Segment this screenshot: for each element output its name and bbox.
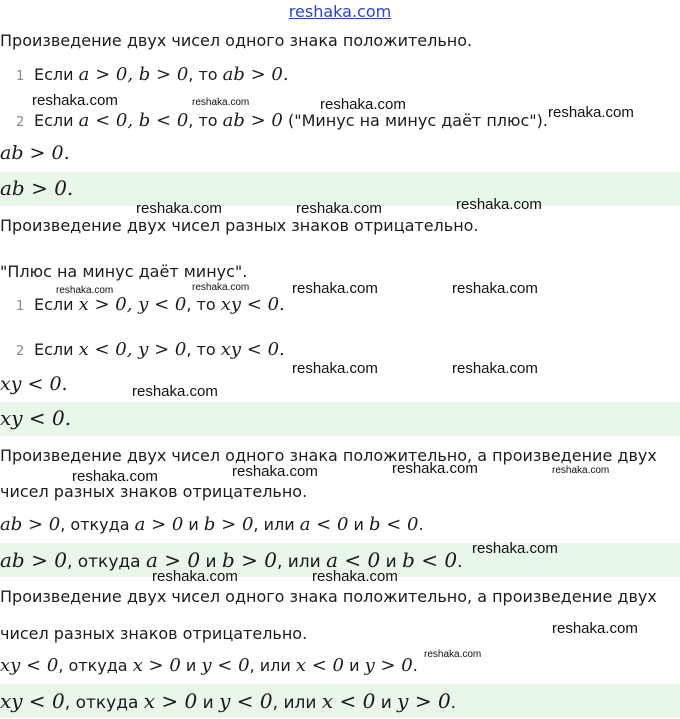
watermark: reshaka.com <box>136 200 222 217</box>
item-number: 2 <box>16 115 25 130</box>
expr: b > 0 <box>221 548 277 572</box>
item-prefix: Если <box>34 111 79 130</box>
expr: xy < 0 <box>0 689 65 713</box>
block2-item1 <box>16 294 285 315</box>
watermark: reshaka.com <box>548 104 634 121</box>
watermark: reshaka.com <box>392 460 478 477</box>
word: и <box>183 515 204 534</box>
watermark: reshaka.com <box>292 360 378 377</box>
watermark: reshaka.com <box>452 280 538 297</box>
block4-line <box>0 655 418 676</box>
item-condition: x > 0, y < 0 <box>78 294 187 315</box>
watermark: reshaka.com <box>292 280 378 297</box>
item-condition: x < 0, y > 0 <box>78 339 187 360</box>
expr: y < 0 <box>219 689 273 713</box>
watermark: reshaka.com <box>232 463 318 480</box>
block1-statement: Произведение двух чисел одного знака положительно. <box>0 31 473 50</box>
watermark: reshaka.com <box>452 360 538 377</box>
watermark: reshaka.com <box>456 196 542 213</box>
item-result: xy < 0. <box>220 339 285 360</box>
word: , или <box>249 656 296 675</box>
watermark: reshaka.com <box>472 540 558 557</box>
word: , или <box>253 515 300 534</box>
item-result: xy < 0. <box>220 294 285 315</box>
expr: x > 0 <box>143 689 198 713</box>
block2-item2 <box>16 339 285 360</box>
block1-item1 <box>16 64 289 85</box>
watermark: reshaka.com <box>56 285 114 296</box>
word: . <box>418 515 424 534</box>
block4-answer <box>0 689 456 713</box>
expr: ab > 0 <box>0 514 61 535</box>
block1-answer: ab > 0. <box>0 176 74 200</box>
expr: a < 0 <box>326 548 381 572</box>
watermark: reshaka.com <box>552 620 638 637</box>
site-link[interactable]: reshaka.com <box>288 2 392 21</box>
word: . <box>412 656 418 675</box>
watermark: reshaka.com <box>72 468 158 485</box>
watermark: reshaka.com <box>132 383 218 400</box>
expr: b < 0 <box>402 548 458 572</box>
block3-statement-line2: чисел разных знаков отрицательно. <box>0 482 308 501</box>
item-then: , то <box>186 295 221 314</box>
watermark: reshaka.com <box>320 96 406 113</box>
item-prefix: Если <box>34 295 79 314</box>
block2-statement: Произведение двух чисел разных знаков отрицательно. <box>0 216 479 235</box>
expr: xy < 0 <box>0 655 59 676</box>
expr: x < 0 <box>321 689 376 713</box>
expr: b < 0 <box>368 514 419 535</box>
block2-answer: xy < 0. <box>0 406 72 430</box>
watermark: reshaka.com <box>296 200 382 217</box>
watermark: reshaka.com <box>312 568 398 585</box>
expr: ab > 0 <box>0 548 67 572</box>
block3-statement-line1: Произведение двух чисел одного знака положительно, а произведение двух <box>0 446 657 465</box>
item-then: , то <box>188 65 223 84</box>
item-number: 1 <box>16 69 25 84</box>
block4-statement-line1: Произведение двух чисел одного знака положительно, а произведение двух <box>0 587 657 606</box>
block4-statement-line2: чисел разных знаков отрицательно. <box>0 624 308 643</box>
expr: y < 0 <box>201 655 250 676</box>
word: и <box>380 552 403 572</box>
word: и <box>343 656 365 675</box>
word: и <box>200 552 222 572</box>
block4-answer-box <box>0 684 680 718</box>
expr: b > 0 <box>203 514 254 535</box>
word: и <box>348 515 369 534</box>
expr: y > 0 <box>397 689 451 713</box>
watermark: reshaka.com <box>32 92 118 109</box>
item-result: ab > 0 <box>222 110 283 131</box>
expr: y > 0 <box>364 655 413 676</box>
word: , или <box>272 693 322 713</box>
word: , откуда <box>64 693 144 713</box>
watermark: reshaka.com <box>424 649 482 660</box>
word: и <box>180 656 202 675</box>
block2-line: xy < 0. <box>0 373 68 395</box>
word: . <box>450 693 457 713</box>
watermark: reshaka.com <box>152 568 238 585</box>
item-number: 2 <box>16 344 25 359</box>
expr: x < 0 <box>295 655 344 676</box>
watermark: reshaka.com <box>192 97 250 108</box>
word: , откуда <box>60 515 135 534</box>
item-result: ab > 0. <box>222 64 289 85</box>
word: , или <box>276 552 327 572</box>
word: , откуда <box>58 656 133 675</box>
expr: a > 0 <box>134 514 184 535</box>
block1-item2 <box>16 110 548 131</box>
item-number: 1 <box>16 299 25 314</box>
block3-line <box>0 514 424 535</box>
watermark: reshaka.com <box>192 282 250 293</box>
expr: a < 0 <box>299 514 349 535</box>
block2-answer-box <box>0 402 680 436</box>
word: . <box>457 552 463 572</box>
expr: a > 0 <box>145 548 201 572</box>
word: , откуда <box>66 552 146 572</box>
word: и <box>375 693 398 713</box>
block2-quote: "Плюс на минус даёт минус". <box>0 262 248 281</box>
item-prefix: Если <box>34 65 79 84</box>
item-condition: a > 0, b > 0 <box>78 64 189 85</box>
word: и <box>197 693 220 713</box>
block1-line: ab > 0. <box>0 142 70 164</box>
item-condition: a < 0, b < 0 <box>78 110 189 131</box>
expr: x > 0 <box>132 655 181 676</box>
item-prefix: Если <box>34 340 79 359</box>
item-then: , то <box>186 340 221 359</box>
watermark: reshaka.com <box>552 465 610 476</box>
item-then: , то <box>188 111 223 130</box>
item-note: ("Минус на минус даёт плюс"). <box>282 111 548 130</box>
